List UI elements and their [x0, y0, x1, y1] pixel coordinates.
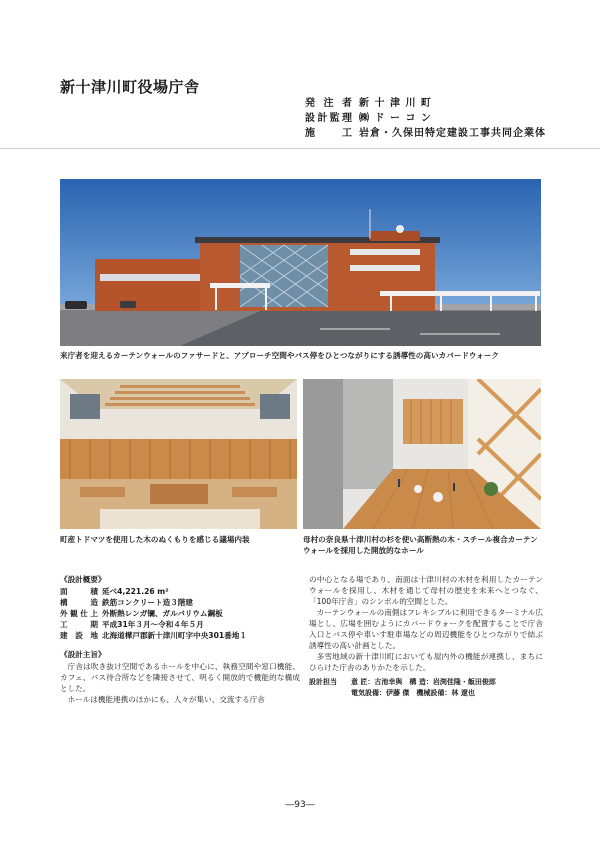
credit-name: ㈱ ド ー コ ン — [359, 113, 432, 124]
intent-heading: 《設計主旨》 — [60, 650, 106, 659]
hall-photo-caption: 母村の奈良県十津川村の杉を使い高断熱の木・スチール複合カーテンウォールを採用した開放的なホール — [303, 535, 538, 555]
overview-value: 外断熱レンガ镧、ガルバリウム鋼板 — [102, 609, 223, 618]
overview-row — [60, 597, 300, 608]
staff-line: 電気設備：伊藤 傑 機械設備：林 遼也 — [351, 689, 475, 697]
assembly-hall-photo — [60, 379, 297, 529]
body-paragraph: カーテンウォールの南側はフレキシブルに利用できるターミナル広場とし、広場を囲むようにカバードウォークを配置することで庁舎入口とバス停や車いす駐車場などの周辺機能をひとつながりで結ぶ誘導性の高い計画とした。 — [309, 608, 543, 650]
assembly-hall-caption: 町産トドマツを使用した木のぬくもりを感じる議場内装 — [60, 535, 250, 544]
body-paragraph: 多雪地域の新十津川町においても屋内外の機能が連携し、まちにひらけた庁舎のありかたを示した。 — [309, 652, 543, 672]
credit-role: 施 工 — [305, 128, 353, 139]
credit-role: 発注者 — [305, 98, 353, 109]
overview-value: 延べ4,221.26 m² — [102, 587, 169, 596]
overview-heading: 《設計概要》 — [60, 575, 106, 584]
project-credits — [305, 96, 546, 141]
hall-photo — [303, 379, 541, 529]
staff-label: 設計担当 — [309, 678, 337, 686]
intent-paragraph: ホールは機能連携のほかにも、人々が集い、交流する庁舎 — [67, 695, 265, 704]
page-number: ―93― — [285, 800, 315, 810]
overview-value: 北海道樺戸郡新十津川町字中央301番地１ — [102, 631, 247, 640]
overview-row — [60, 619, 300, 630]
credit-role: 設計監理 — [305, 113, 353, 124]
overview-label: 工期 — [60, 620, 98, 629]
right-column — [309, 574, 543, 699]
body-paragraph: の中心となる場であり、南面は十津川村の木材を利用したカーテンウォールを採用し、木材を通じて母村の歴史を未来へとつなぐ、「100年庁舎」のシンボル的空間とした。 — [309, 575, 543, 606]
credit-designer — [305, 111, 546, 126]
overview-label: 外観仕上 — [60, 609, 98, 618]
intent-paragraph: 庁舎は吹き抜け空間であるホールを中心に、執務空間や窓口機能、カフェ、バス待合所などを隣接させて、明るく開放的で機能的な構成とした。 — [60, 662, 300, 693]
design-staff — [309, 677, 543, 699]
overview-row — [60, 586, 300, 597]
overview-label: 構造 — [60, 598, 98, 607]
overview-row — [60, 630, 300, 641]
credit-name: 岩倉・久保田特定建設工事共同企業体 — [359, 128, 546, 139]
credit-contractor — [305, 126, 546, 141]
credit-client — [305, 96, 546, 111]
overview-label: 面積 — [60, 587, 98, 596]
overview-row — [60, 608, 300, 619]
overview-value: 鉄筋コンクリート造３階建 — [102, 598, 193, 607]
left-column — [60, 574, 300, 705]
credit-name: 新 十 津 川 町 — [359, 98, 432, 109]
staff-line: 意 匠：古池幸與 構 造：岩渕佳隆・飯田俊郎 — [351, 678, 496, 686]
overview-value: 平成31年３月～令和４年５月 — [102, 620, 204, 629]
header-divider — [0, 148, 600, 149]
page-title: 新十津川町役場庁舎 — [60, 78, 200, 96]
exterior-photo-caption: 来庁者を迎えるカーテンウォールのファサードと、アプローチ空間やバス停をひとつながりにする誘導性の高いカバードウォーク — [60, 351, 499, 360]
overview-label: 建設地 — [60, 631, 98, 640]
exterior-photo — [60, 179, 541, 346]
